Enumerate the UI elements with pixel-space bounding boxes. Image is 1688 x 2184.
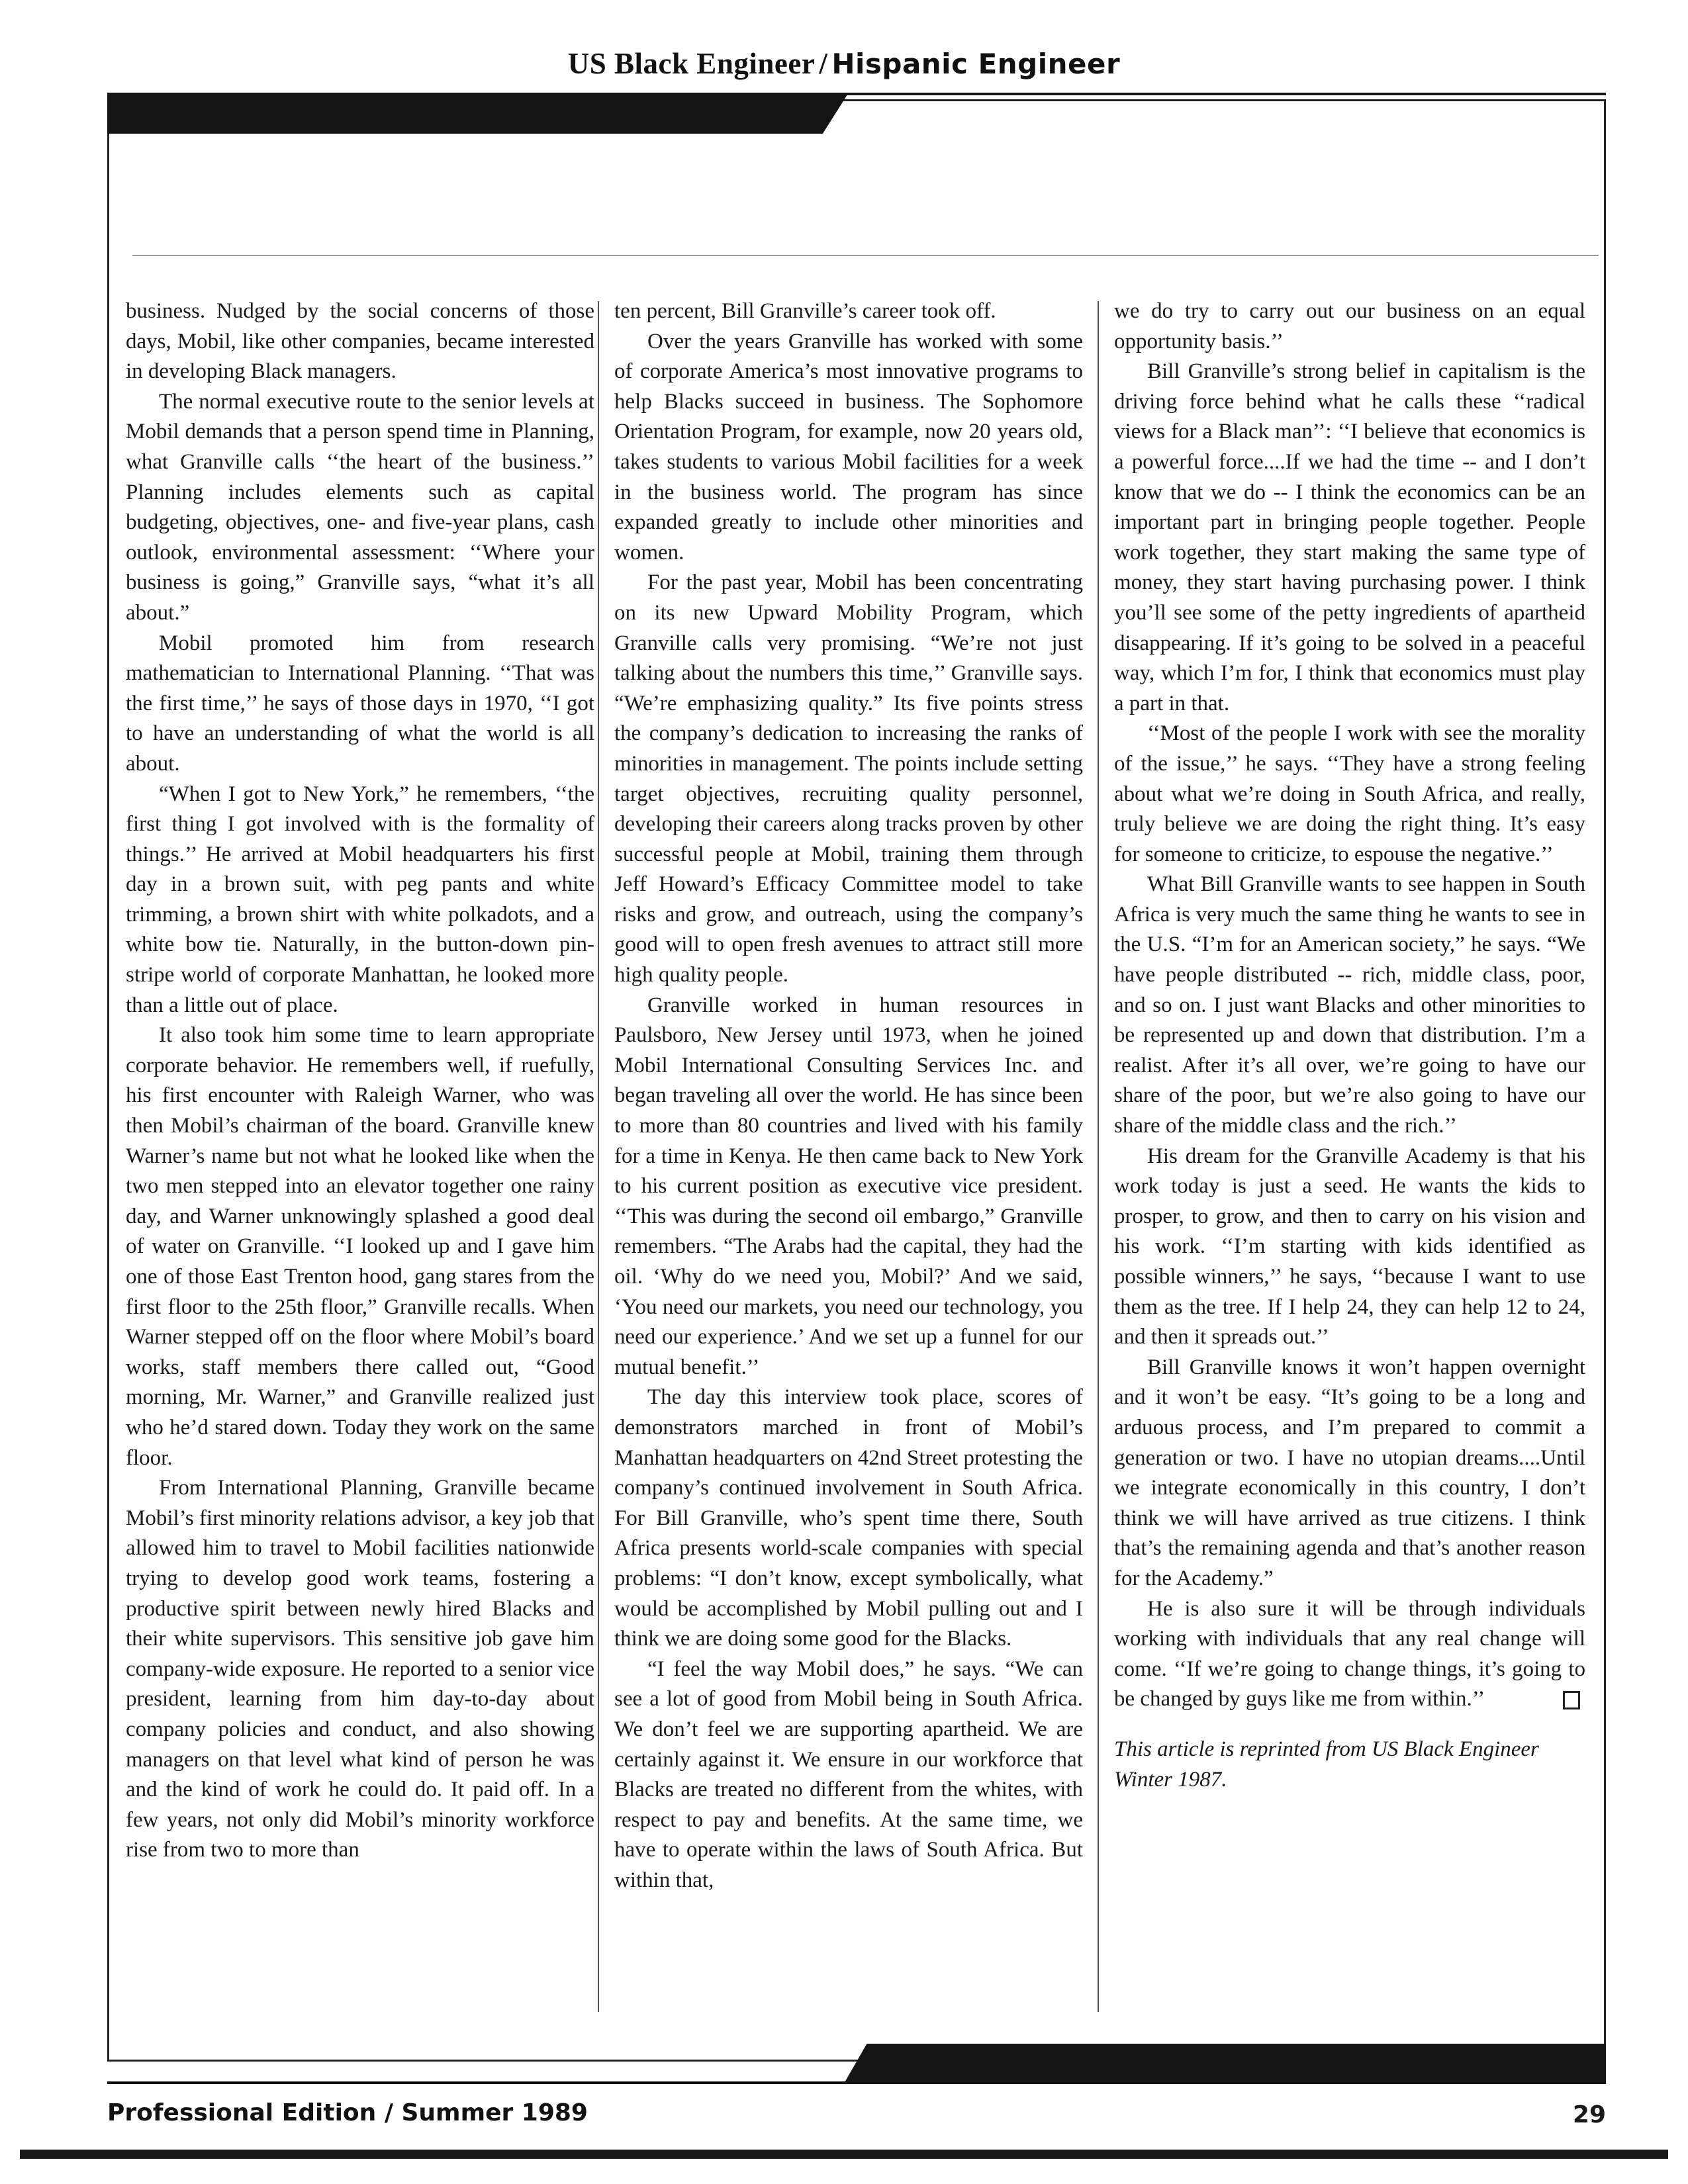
col2-paragraph-4: Granville worked in human resources in Paulsboro, New Jersey until 1973, when he joined Mobil International Consulting Services Inc. and began traveling all over the world. He has since been to more than 80 countries and lived with his family for a time in Kenya. He then came back to New York to his current position as executive vice president. ‘‘This was during the second oil embargo,” Granville remembers. “The Arabs had the capital, they had the oil. ‘Why do we need you, Mobil?’ And we said, ‘You need our markets, you need our technology, you need our experience.’ And we set up a funnel for our mutual benefit.’’ <box>614 993 1083 1379</box>
article-column-1 <box>126 296 594 1866</box>
col2-paragraph-3: For the past year, Mobil has been concentrating on its new Upward Mobility Program, which Granville calls very promising. “We’re not just talking about the numbers this time,’’ Granville says. “We’re emphasizing quality.” Its five points stress the company’s dedication to increasing the ranks of minorities in management. The points include setting target objectives, recruiting quality personnel, developing their careers along tracks proven by other successful people at Mobil, training them through Jeff Howard’s Efficacy Committee model to take risks and grow, and outreach, using the company’s good will to open fresh avenues to attract still more high quality people. <box>614 570 1083 987</box>
reprint-credit: This article is reprinted from US Black Engineer Winter 1987. <box>1114 1737 1539 1792</box>
scan-bottom-bar <box>20 2150 1668 2159</box>
top-black-band <box>107 93 849 134</box>
col3-paragraph-7 <box>1114 1594 1585 1715</box>
end-of-article-square-icon <box>1563 1691 1580 1709</box>
masthead-title-right: Hispanic Engineer <box>831 48 1121 80</box>
col3-paragraph-4: What Bill Granville wants to see happen in South Africa is very much the same thing he wants to see in the U.S. “I’m for an American society,” he says. “We have people distributed -- rich, middle class, poor, and so on. I just want Blacks and other minorities to be represented up and down that distribution. I’m a realist. After it’s all over, we’re going to have our share of the poor, but we’re also going to have our share of the middle class and the rich.’’ <box>1114 872 1585 1138</box>
top-band-line <box>827 93 1606 95</box>
col1-paragraph-3: Mobil promoted him from research mathematician to International Planning. ‘‘That was the first time,’’ he says of those days in 1970, ‘‘I got to have an understanding of what the world is all about. <box>126 631 594 776</box>
col1-paragraph-6: From International Planning, Granville became Mobil’s first minority relations advisor, a key job that allowed him to travel to Mobil facilities nationwide trying to develop good work teams, fostering a productive spirit between newly hired Blacks and their white supervisors. This sensitive job gave him company-wide exposure. He reported to a senior vice president, learning from him day-to-day about company policies and conduct, and also showing managers on that level what kind of person he was and the kind of work he could do. It paid off. In a few years, not only did Mobil’s minority workforce rise from two to more than <box>126 1476 594 1862</box>
masthead-separator: / <box>819 47 828 80</box>
col1-paragraph-4: “When I got to New York,” he remembers, ‘‘the first thing I got involved with is the formality of things.’’ He arrived at Mobil headquarters his first day in a brown suit, with peg pants and white trimming, a brown shirt with white polkadots, and a white bow tie. Naturally, in the button-down pin-stripe world of corporate Manhattan, he looked more than a little out of place. <box>126 782 594 1017</box>
column-divider-1 <box>598 301 599 2012</box>
header-divider-rule <box>132 255 1599 256</box>
article-column-3 <box>1114 296 1585 1795</box>
article-column-2 <box>614 296 1083 1895</box>
col1-paragraph-2: The normal executive route to the senior levels at Mobil demands that a person spend time in Planning, what Granville calls ‘‘the heart of the business.’’ Planning includes elements such as capital budgeting, objectives, one- and five-year plans, cash outlook, environmental assessment: ‘‘Where your business is going,” Granville says, “what it’s all about.” <box>126 389 594 625</box>
col3-paragraph-1: we do try to carry out our business on an equal opportunity basis.’’ <box>1114 299 1585 353</box>
col2-paragraph-1: ten percent, Bill Granville’s career took off. <box>614 299 996 323</box>
footer-page-number: 29 <box>1572 2101 1606 2128</box>
col3-paragraph-3: ‘‘Most of the people I work with see the morality of the issue,’’ he says. ‘‘They have a strong feeling about what we’re doing in South Africa, and really, truly believe we are doing the right thing. It’s easy for someone to criticize, to espouse the negative.’’ <box>1114 721 1585 866</box>
col2-paragraph-5: The day this interview took place, scores of demonstrators marched in front of Mobil’s Manhattan headquarters on 42nd Street protesting the company’s continued involvement in South Africa. For Bill Granville, who’s spent time there, South Africa presents world-scale companies with special problems: “I don’t know, except symbolically, what would be accomplished by Mobil pulling out and I think we are doing some good for the Blacks. <box>614 1385 1083 1651</box>
col1-paragraph-1: business. Nudged by the social concerns of those days, Mobil, like other companies, became interested in developing Black managers. <box>126 299 594 384</box>
col3-paragraph-7-text: He is also sure it will be through individuals working with individuals that any real change will come. ‘‘If we’re going to change things, it’s going to be changed by guys like me from within.’’ <box>1114 1596 1585 1711</box>
bottom-band-line <box>107 2081 1606 2084</box>
col1-paragraph-5: It also took him some time to learn appropriate corporate behavior. He remembers well, if ruefully, his first encounter with Raleigh Warner, who was then Mobil’s chairman of the board. Granville knew Warner’s name but not what he looked like when the two men stepped into an elevator together one rainy day, and Warner unknowingly splashed a good deal of water on Granville. ‘‘I looked up and I gave him one of those East Trenton hood, gang stares from the first floor to the 25th floor,” Granville recalls. When Warner stepped off on the floor where Mobil’s board works, staff members there called out, “Good morning, Mr. Warner,” and Granville realized just who he’d stared down. Today they work on the same floor. <box>126 1023 594 1470</box>
bottom-black-band <box>844 2044 1606 2083</box>
col3-paragraph-5: His dream for the Granville Academy is that his work today is just a seed. He wants the kids to prosper, to grow, and then to carry on his vision and his work. ‘‘I’m starting with kids identified as possible winners,’’ he says, ‘‘because I want to use them as the tree. If I help 24, they can help 12 to 24, and then it spreads out.’’ <box>1114 1144 1585 1349</box>
col3-paragraph-2: Bill Granville’s strong belief in capitalism is the driving force behind what he calls these ‘‘radical views for a Black man’’: ‘‘I believe that economics is a powerful force....If we had the time -- and I don’t know that we do -- I think the economics can be an important part in bringing people together. People work together, they start making the same type of money, they start having purchasing power. I think you’ll see some of the petty ingredients of apartheid disappearing. If it’s going to be solved in a peaceful way, which I’m for, I think that economics must play a part in that. <box>1114 359 1585 715</box>
column-divider-2 <box>1098 301 1099 2012</box>
masthead <box>0 46 1688 81</box>
masthead-title-left: US Black Engineer <box>567 47 816 80</box>
col2-paragraph-2: Over the years Granville has worked with some of corporate America’s most innovative programs to help Blacks succeed in business. The Sophomore Orientation Program, for example, now 20 years old, takes students to various Mobil facilities for a week in the business world. The program has since expanded greatly to include other minorities and women. <box>614 329 1083 565</box>
col3-paragraph-6: Bill Granville knows it won’t happen overnight and it won’t be easy. “It’s going to be a long and arduous process, and I’m prepared to commit a generation or two. I have no utopian dreams....Until we integrate economically in this country, I don’t think we will have arrived as true citizens. I think that’s the remaining agenda and that’s another reason for the Academy.” <box>1114 1355 1585 1590</box>
footer-edition: Professional Edition / Summer 1989 <box>107 2099 588 2126</box>
col2-paragraph-6: “I feel the way Mobil does,” he says. “We can see a lot of good from Mobil being in South Africa. We don’t feel we are supporting apartheid. We are certainly against it. We ensure in our workforce that Blacks are treated no different from the whites, with respect to pay and benefits. At the same time, we have to operate within the laws of South Africa. But within that, <box>614 1657 1083 1892</box>
